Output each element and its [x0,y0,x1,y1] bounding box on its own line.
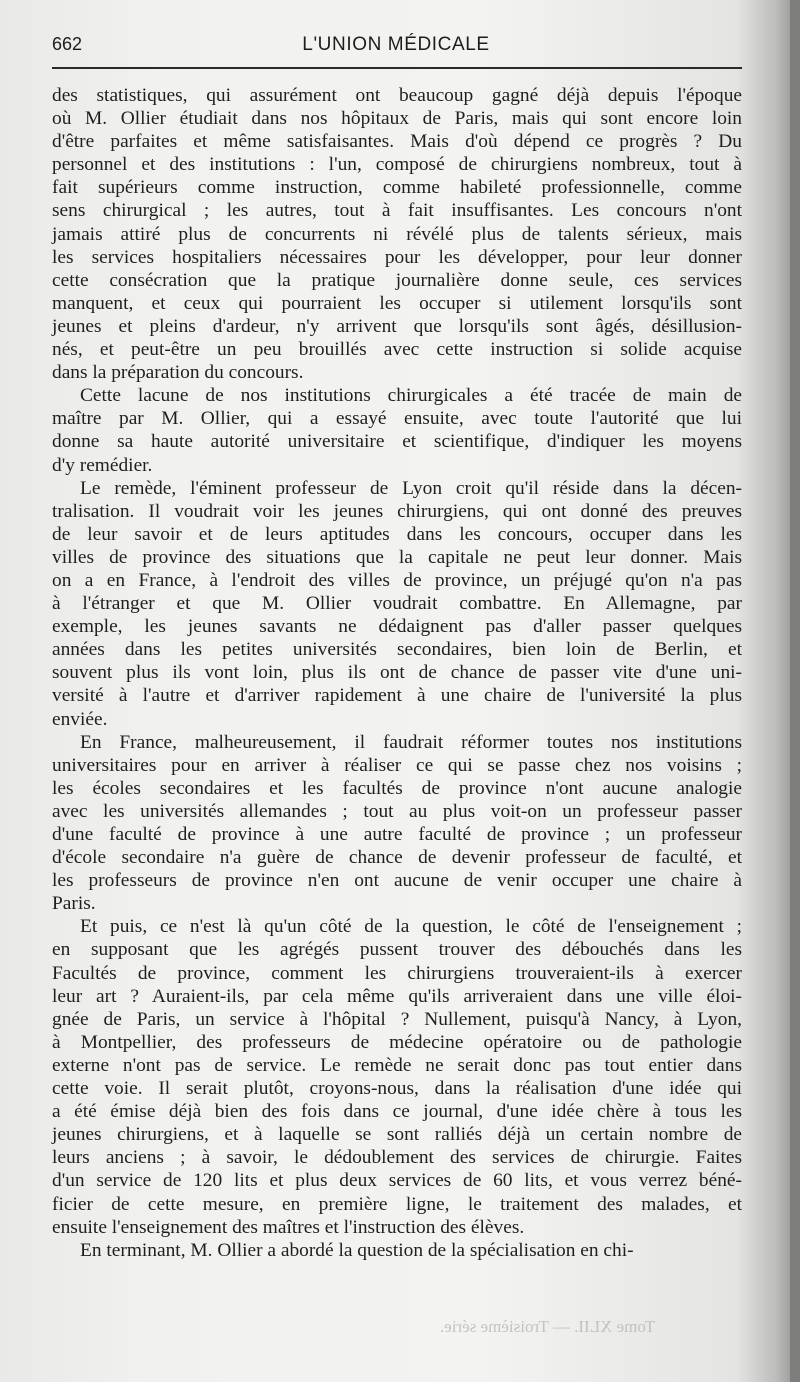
text-line: d'un service de 120 lits et plus deux services de 60 lits, et vous verrez béné- [52,1170,742,1192]
paragraph [52,384,742,476]
text-line: nés, et peut-être un peu brouillés avec cette instruction si solide acquise [52,339,742,361]
text-line: Paris. [52,893,96,915]
text-line: maître par M. Ollier, qui a essayé ensuite, avec toute l'autorité que lui [52,408,742,430]
text-line: leurs anciens ; à savoir, le dédoublement des services de chirurgie. Faites [52,1147,742,1169]
text-line: avec les universités allemandes ; tout au plus voit-on un professeur passer [52,800,742,822]
text-line: donne sa haute autorité universitaire et scientifique, d'indiquer les moyens [52,431,742,453]
header-rule [52,67,742,69]
paragraph [52,1239,742,1262]
page-edge-shadow [790,0,800,1382]
paragraph [52,84,742,384]
text-line: d'école secondaire n'a guère de chance de devenir professeur de faculté, et [52,847,742,869]
text-line: à l'étranger et que M. Ollier voudrait combattre. En Allemagne, par [52,593,742,615]
text-line: manquent, et ceux qui pourraient les occuper si utilement lorsqu'ils sont [52,292,742,314]
paragraph [52,731,742,916]
text-line: des statistiques, qui assurément ont beaucoup gagné déjà depuis l'époque [52,85,742,106]
text-line: fait supérieurs comme instruction, comme habileté professionnelle, comme [52,177,742,199]
text-line: Cette lacune de nos institutions chirurgicales a été tracée de main de [80,385,742,407]
text-line: tralisation. Il voudrait voir les jeunes chirurgiens, qui ont donné des preuves [52,500,742,522]
text-line: où M. Ollier étudiait dans nos hôpitaux de Paris, mais qui sont encore loin [52,108,742,130]
text-line: versité à l'autre et d'arriver rapidement à une chaire de l'université la plus [52,685,742,707]
text-line: ensuite l'enseignement des maîtres et l'instruction des élèves. [52,1216,525,1238]
text-line: d'y remédier. [52,454,153,476]
text-line: jamais attiré plus de concurrents ni révélé plus de talents sérieux, mais [52,223,742,245]
text-line: les services hospitaliers nécessaires pour les développer, pour leur donner [52,246,742,268]
text-line: cette voie. Il serait plutôt, croyons-nous, dans la réalisation d'une idée qui [52,1078,742,1100]
text-line: exemple, les jeunes savants ne dédaignent pas d'aller passer quelques [52,616,742,638]
article-body [52,84,742,1262]
text-line: les professeurs de province n'en ont aucune de venir occuper une chaire à [52,870,742,892]
text-line: d'une faculté de province à une autre faculté de province ; un professeur [52,824,742,845]
paragraph [52,477,742,731]
page-number: 662 [52,34,83,54]
text-line: jeunes chirurgiens, et à laquelle se sont ralliés déjà un certain nombre de [52,1124,742,1146]
text-line: villes de province des situations que la capitale ne peut leur donner. Mais [52,546,742,568]
text-line: enviée. [52,708,108,730]
text-line: de leur savoir et de leurs aptitudes dans les concours, occuper dans les [52,523,742,545]
text-line: on a en France, à l'endroit des villes de province, un préjugé qu'on n'a pas [52,569,742,591]
text-line: à Montpellier, des professeurs de médecine opératoire ou de pathologie [52,1031,742,1053]
text-line: externe n'ont pas de service. Le remède ne serait donc pas tout entier dans [52,1054,742,1076]
text-line: en supposant que les agrégés pussent trouver des débouchés dans les [52,939,742,961]
text-line: années dans les petites universités secondaires, bien loin de Berlin, et [52,639,742,661]
paragraph [52,915,742,1238]
text-line: En terminant, M. Ollier a abordé la question de la spécialisation en chi- [80,1239,634,1261]
text-line: Le remède, l'éminent professeur de Lyon croit qu'il réside dans la décen- [80,477,742,499]
text-line: jeunes et pleins d'ardeur, n'y arrivent que lorsqu'ils sont âgés, désillusion- [52,315,742,337]
text-line: leur art ? Auraient-ils, par cela même qu'ils arriveraient dans une ville éloi- [52,985,742,1007]
text-line: dans la préparation du concours. [52,362,304,384]
text-line: En France, malheureusement, il faudrait réformer toutes nos institutions [80,731,742,753]
text-line: d'être parfaites et même satisfaisantes. Mais d'où dépend ce progrès ? Du [52,131,742,153]
text-line: souvent plus ils vont loin, plus ils ont de chance de passer vite d'une uni- [52,662,742,684]
text-line: ficier de cette mesure, en première ligne, le traitement des malades, et [52,1193,742,1215]
text-line: cette consécration que la pratique journalière donne seule, ces services [52,269,742,291]
text-line: sens chirurgical ; les autres, tout à fait insuffisantes. Les concours n'ont [52,200,742,222]
text-line: personnel et des institutions : l'un, composé de chirurgiens nombreux, tout à [52,154,742,176]
text-line: Facultés de province, comment les chirurgiens trouveraient-ils à exercer [52,962,742,984]
text-line: gnée de Paris, un service à l'hôpital ? Nullement, puisqu'à Nancy, à Lyon, [52,1008,742,1030]
text-line: a été émise déjà bien des fois dans ce journal, d'une idée chère à tous les [52,1101,742,1123]
text-line: Et puis, ce n'est là qu'un côté de la question, le côté de l'enseignement ; [80,916,742,938]
running-header [52,30,740,64]
text-line: universitaires pour en arriver à réaliser ce qui se passe chez nos voisins ; [52,754,742,776]
text-line: les écoles secondaires et les facultés de province n'ont aucune analogie [52,777,742,799]
footer-bleed-through: Tome XLII. — Troisième série. [440,1317,656,1336]
journal-title: L'UNION MÉDICALE [302,34,490,55]
